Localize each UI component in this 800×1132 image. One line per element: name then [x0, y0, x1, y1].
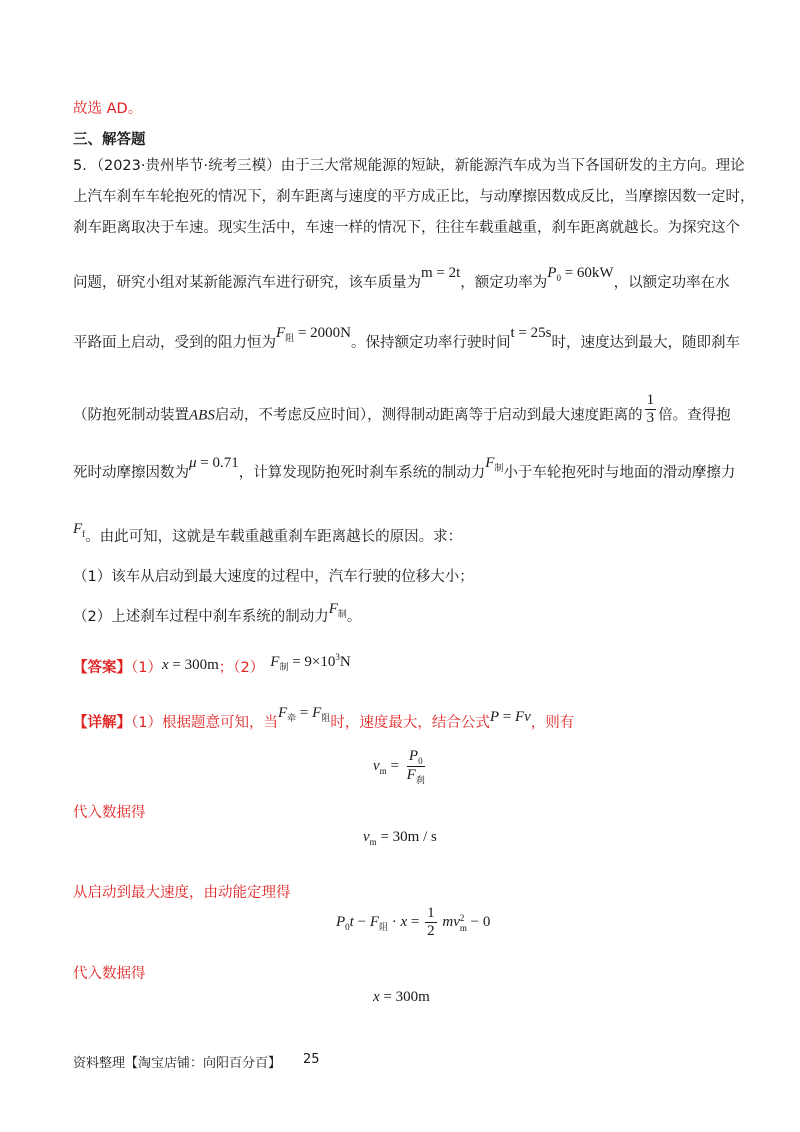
- power-equation: $P_0 = 60kW$: [547, 265, 614, 283]
- detail-line: 【详解】（1）根据题意可知，当$F_牵 = F_阻$时，速度最大，结合公式P = Fv，则有: [73, 705, 575, 731]
- friction-force-symbol: $F_f$: [73, 521, 86, 539]
- problem-line-3: 刹车距离取决于车速。现实生活中，车速一样的情况下，往往车载重越重，刹车距离就越长。为探究这个: [73, 220, 740, 236]
- problem-text: ，计算发现防抱死时刹车系统的制动力: [238, 465, 486, 481]
- problem-text: ，以额定功率在水: [613, 275, 730, 291]
- problem-line-4: [73, 265, 730, 292]
- abs-label: ABS: [189, 407, 215, 424]
- final-displacement: x = 300m: [373, 989, 430, 1005]
- friction-coefficient-equation: μ = 0.71: [189, 455, 239, 471]
- substitute-label-1: 代入数据得: [73, 805, 146, 821]
- brake-force-answer: $F_制 = 9\times 10^3N$: [270, 652, 351, 672]
- problem-text: 小于车轮抱死时与地面的滑动摩擦力: [503, 465, 736, 481]
- problem-text: 。由此可知，这就是车载重越重刹车距离越长的原因。求：: [85, 529, 463, 545]
- problem-text: 。保持额定功率行驶时间: [350, 335, 511, 351]
- energy-equation: $P_0t - F_阻 \cdot x$ = $\frac{1}{2}$ mv 2 m − 0: [336, 905, 491, 939]
- problem-text: （2）上述刹车过程中刹车系统的制动力: [73, 609, 329, 625]
- problem-line-2: 上汽车刹车车轮抱死的情况下，刹车距离与速度的平方成正比，与动摩擦因数成反比，当摩擦因数一定时，: [73, 189, 755, 205]
- answer-label: 【答案】: [73, 660, 131, 676]
- displacement-answer: x = 300m: [161, 657, 219, 673]
- prev-answer-line: 故选 AD。: [73, 101, 143, 117]
- brake-force-symbol: $F_制$: [485, 455, 504, 473]
- question-1: （1）该车从启动到最大速度的过程中，汽车行驶的位移大小；: [73, 569, 474, 585]
- answer-part-2: （2）: [233, 660, 265, 676]
- answer-part-1: （1）: [131, 660, 162, 676]
- vmax-value: $v_m = 30m / s$: [363, 829, 437, 847]
- problem-line-5: [73, 325, 740, 352]
- answer-separator: ；: [218, 660, 234, 676]
- problem-text: 。: [346, 609, 362, 625]
- problem-line-1: 5．（2023·贵州毕节·统考三模）由于三大常规能源的短缺，新能源汽车成为当下各国研发的主方向。理论: [73, 158, 745, 174]
- problem-text: 问题，研究小组对某新能源汽车进行研究，该车质量为: [73, 275, 421, 291]
- force-balance-equation: $F_牵 = F_阻$: [277, 705, 331, 723]
- problem-line-7: [73, 455, 736, 482]
- answer-line: [73, 652, 351, 677]
- problem-text: 死时动摩擦因数为: [73, 465, 189, 481]
- one-third-fraction: $\frac{1}{3}$: [646, 392, 655, 426]
- footer-source: 资料整理【淘宝店铺：向阳百分百】: [73, 1056, 282, 1071]
- resistance-equation: $F_阻 = 2000N$: [276, 325, 351, 343]
- problem-text: ，额定功率为: [460, 275, 548, 291]
- mass-equation: m = 2t: [421, 265, 461, 281]
- problem-text: 平路面上启动，受到的阻力恒为: [73, 335, 276, 351]
- problem-text: 时，速度达到最大，随即刹车: [551, 335, 740, 351]
- problem-text: （防抱死制动装置: [73, 407, 189, 424]
- problem-line-8: [73, 521, 463, 546]
- brake-force-symbol: $F_制$: [328, 601, 347, 619]
- energy-theorem-label: 从启动到最大速度，由动能定理得: [73, 885, 291, 901]
- problem-text: 启动，不考虑反应时间），测得制动距离等于启动到最大速度距离的: [214, 407, 643, 424]
- power-formula: P = Fv: [489, 709, 531, 725]
- vmax-formula: $v_m$ = $\frac{P_0}{F_刹}$: [373, 748, 425, 785]
- problem-text: 倍。查得抱: [658, 407, 731, 424]
- problem-line-6: [73, 392, 731, 433]
- section-heading: 三、解答题: [73, 132, 146, 148]
- substitute-label-2: 代入数据得: [73, 966, 146, 982]
- page-number: 25: [303, 1052, 320, 1067]
- question-2: [73, 601, 362, 626]
- detail-label: 【详解】: [73, 715, 131, 731]
- time-equation: t = 25s: [510, 325, 552, 341]
